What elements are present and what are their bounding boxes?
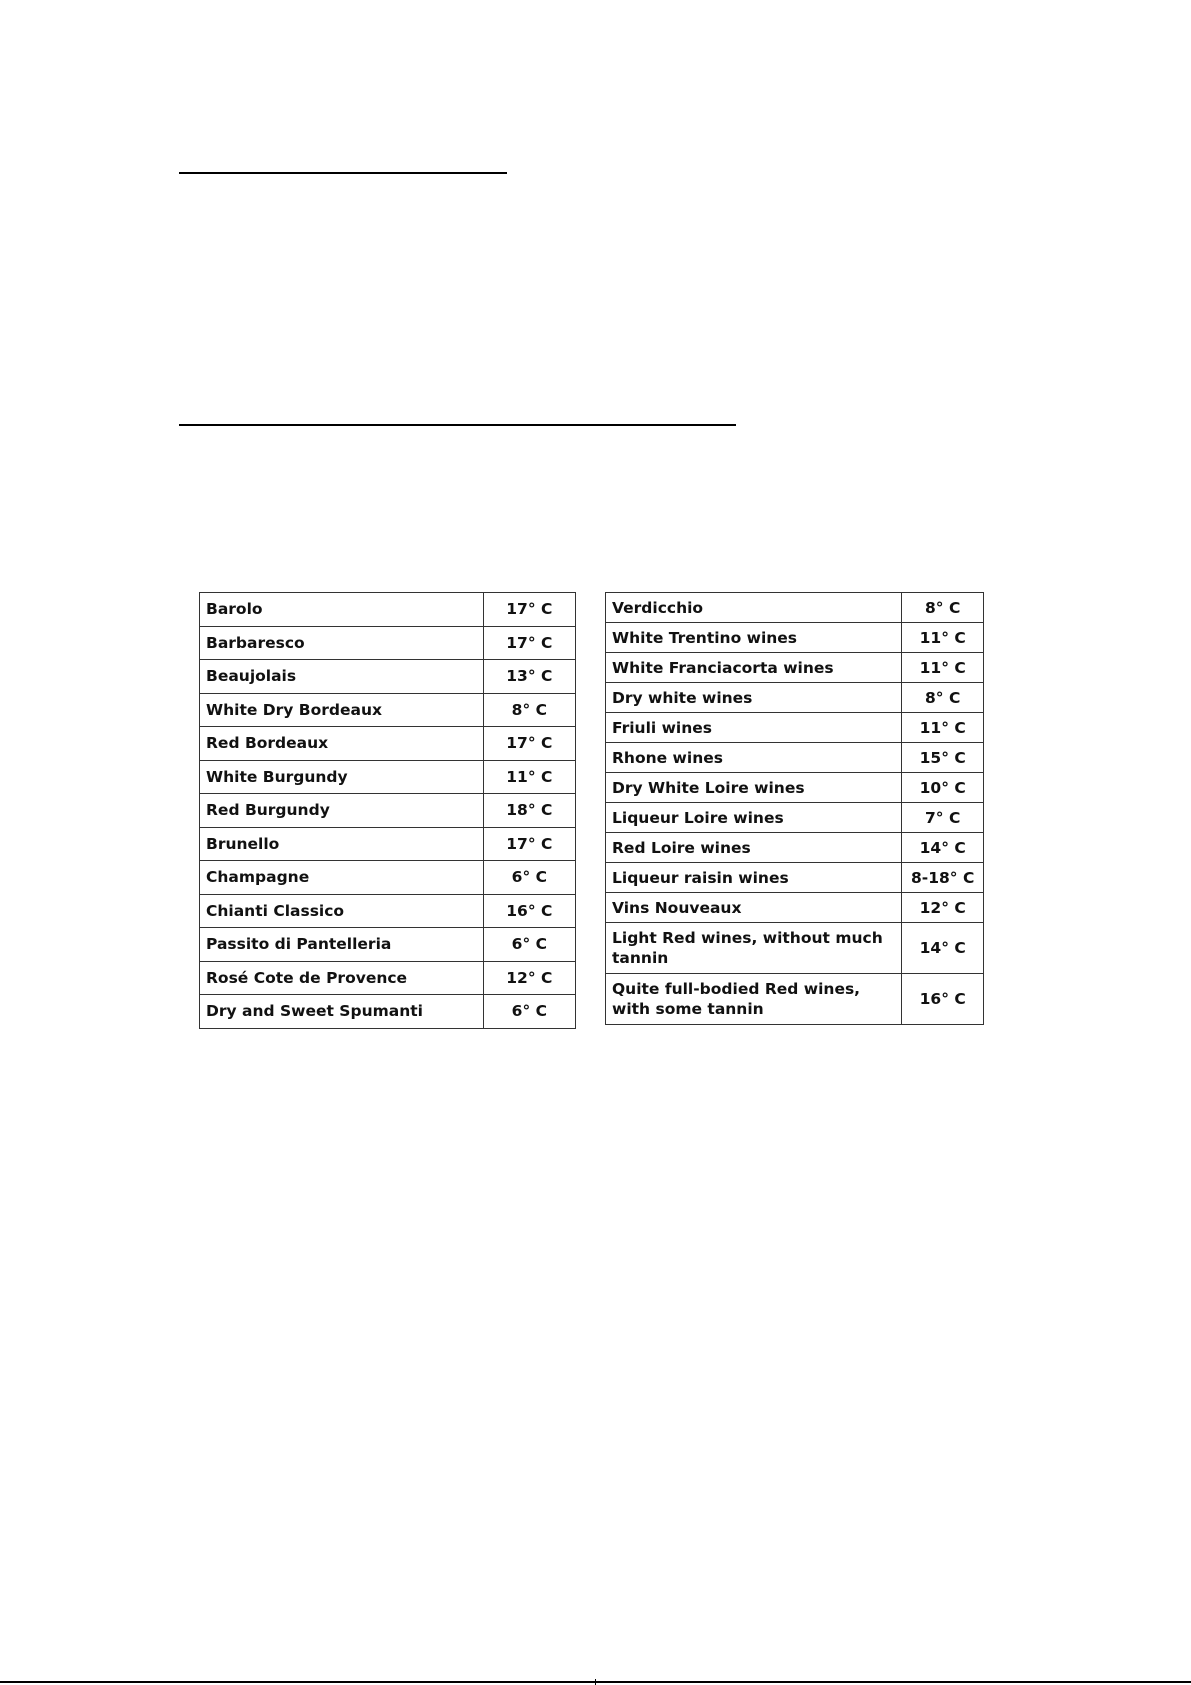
table-row — [606, 803, 984, 833]
wine-name: Champagne — [200, 861, 484, 895]
serving-temperature: 8° C — [483, 693, 575, 727]
wine-name: Quite full-bodied Red wines, with some tannin — [606, 974, 902, 1025]
wine-name: White Franciacorta wines — [606, 653, 902, 683]
wine-name: Red Loire wines — [606, 833, 902, 863]
heading-underline-2 — [179, 424, 736, 426]
table-row — [606, 773, 984, 803]
serving-temperature: 8-18° C — [902, 863, 984, 893]
table-row — [606, 863, 984, 893]
table-row — [200, 660, 576, 694]
wine-name: White Trentino wines — [606, 623, 902, 653]
wine-name: Brunello — [200, 827, 484, 861]
table-row — [200, 861, 576, 895]
page-center-mark — [595, 1679, 596, 1685]
table-row — [200, 995, 576, 1029]
serving-temperature: 12° C — [483, 961, 575, 995]
wine-name: Liqueur Loire wines — [606, 803, 902, 833]
table-row — [200, 626, 576, 660]
serving-temperature: 14° C — [902, 833, 984, 863]
wine-name: Rosé Cote de Provence — [200, 961, 484, 995]
wine-temperature-table-left — [199, 592, 576, 1029]
table-row — [200, 727, 576, 761]
wine-name: White Dry Bordeaux — [200, 693, 484, 727]
serving-temperature: 11° C — [483, 760, 575, 794]
table-row — [200, 928, 576, 962]
table-row — [606, 743, 984, 773]
serving-temperature: 16° C — [483, 894, 575, 928]
table-row — [606, 683, 984, 713]
table-row — [606, 974, 984, 1025]
table-row — [200, 760, 576, 794]
wine-name: Rhone wines — [606, 743, 902, 773]
serving-temperature: 13° C — [483, 660, 575, 694]
serving-temperature: 8° C — [902, 683, 984, 713]
serving-temperature: 17° C — [483, 827, 575, 861]
serving-temperature: 11° C — [902, 623, 984, 653]
serving-temperature: 11° C — [902, 713, 984, 743]
wine-name: Light Red wines, without much tannin — [606, 923, 902, 974]
table-row — [606, 623, 984, 653]
table-row — [200, 693, 576, 727]
table-row — [606, 593, 984, 623]
wine-name: Barbaresco — [200, 626, 484, 660]
table-row — [200, 961, 576, 995]
serving-temperature: 6° C — [483, 861, 575, 895]
wine-name: Friuli wines — [606, 713, 902, 743]
serving-temperature: 11° C — [902, 653, 984, 683]
table-row — [606, 833, 984, 863]
table-row — [200, 593, 576, 627]
serving-temperature: 14° C — [902, 923, 984, 974]
wine-name: Beaujolais — [200, 660, 484, 694]
wine-name: Verdicchio — [606, 593, 902, 623]
table-row — [200, 794, 576, 828]
wine-name: White Burgundy — [200, 760, 484, 794]
serving-temperature: 8° C — [902, 593, 984, 623]
wine-name: Barolo — [200, 593, 484, 627]
serving-temperature: 18° C — [483, 794, 575, 828]
serving-temperature: 12° C — [902, 893, 984, 923]
wine-name: Chianti Classico — [200, 894, 484, 928]
wine-name: Red Bordeaux — [200, 727, 484, 761]
table-row — [200, 894, 576, 928]
wine-name: Vins Nouveaux — [606, 893, 902, 923]
serving-temperature: 17° C — [483, 626, 575, 660]
wine-temperature-table-right — [605, 592, 984, 1025]
serving-temperature: 17° C — [483, 727, 575, 761]
serving-temperature: 7° C — [902, 803, 984, 833]
wine-name: Dry white wines — [606, 683, 902, 713]
wine-name: Red Burgundy — [200, 794, 484, 828]
serving-temperature: 17° C — [483, 593, 575, 627]
table-row — [606, 893, 984, 923]
wine-name: Dry White Loire wines — [606, 773, 902, 803]
wine-name: Dry and Sweet Spumanti — [200, 995, 484, 1029]
serving-temperature: 6° C — [483, 928, 575, 962]
wine-name: Liqueur raisin wines — [606, 863, 902, 893]
table-row — [606, 713, 984, 743]
table-row — [200, 827, 576, 861]
serving-temperature: 10° C — [902, 773, 984, 803]
serving-temperature: 15° C — [902, 743, 984, 773]
serving-temperature: 6° C — [483, 995, 575, 1029]
table-row — [606, 653, 984, 683]
serving-temperature: 16° C — [902, 974, 984, 1025]
heading-underline-1 — [179, 172, 507, 174]
table-row — [606, 923, 984, 974]
wine-name: Passito di Pantelleria — [200, 928, 484, 962]
